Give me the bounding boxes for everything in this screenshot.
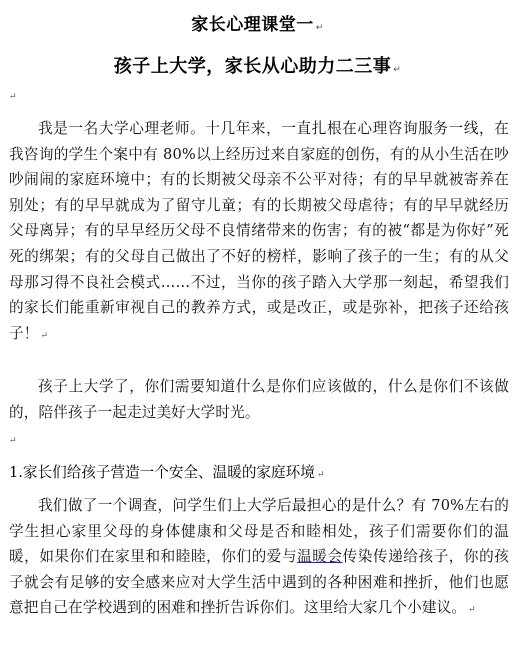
- document-title-text: 家长心理课堂一: [191, 15, 314, 35]
- paragraph-mark-icon: ↵: [315, 23, 324, 33]
- document-title: [0, 10, 515, 35]
- document-subtitle-text: 孩子上大学，家长从心助力二三事: [113, 56, 392, 77]
- body-paragraph-text: 孩子上大学了，你们需要知道什么是你们应该做的，什么是你们不该做的，陪伴孩子一起走过美好大学时光。: [9, 378, 509, 421]
- paragraph-mark-icon: ↵: [468, 605, 476, 616]
- paragraph-mark-icon: ↵: [9, 92, 17, 102]
- paragraph-mark-icon: ↵: [316, 470, 325, 480]
- body-paragraph: [9, 493, 509, 624]
- section-heading: [9, 460, 324, 489]
- body-paragraph: [9, 374, 509, 425]
- body-paragraph: [9, 116, 509, 349]
- document-subtitle: [0, 52, 515, 78]
- paragraph-mark-icon: ↵: [9, 436, 17, 446]
- body-paragraph-text: 传染传递给孩子，你的孩子就会有足够的安全感来应对大学生活中遇到的各种困难和挫折，他们也愿意把自己在学校遇到的困难和挫折告诉你们。这里给大家几个小建议。: [9, 548, 510, 617]
- underlined-term: 温暖会: [297, 548, 343, 566]
- body-paragraph-text: 我是一名大学心理老师。十几年来，一直扎根在心理咨询服务一线，在我咨询的学生个案中有 80%以上经历过来自家庭的创伤，有的从小生活在吵吵闹闹的家庭环境中；有的长期被父母亲不公平对待；有的早早就被寄养在别处；有的早早就成为了留守儿童；有的长期被父母虐待；有的早早就经历父母离异；有的早早经历父母不良情绪带来的伤害；有的被“都是为你好”死死的绑架；有的父母自己做出了不好的榜样，影响了孩子的一生；有的从父母那习得不良社会模式……不过，当你的孩子踏入大学那一刻起，希望我们的家长们能重新审视自己的教养方式，或是改正，或是弥补，把孩子还给孩子！: [9, 120, 509, 342]
- body-paragraph-text: 我们做了一个调查，问学生们上大学后最担心的是什么？有 70%左右的学生担心家里父母的身体健康和父母是否和睦相处，孩子们需要你们的温暖，如果你们在家里和和睦睦，你们的爱与: [9, 497, 509, 566]
- section-heading-text: 1.家长们给孩子营造一个安全、温暖的家庭环境: [9, 464, 315, 481]
- paragraph-mark-icon: ↵: [393, 65, 402, 75]
- paragraph-mark-icon: ↵: [40, 330, 49, 341]
